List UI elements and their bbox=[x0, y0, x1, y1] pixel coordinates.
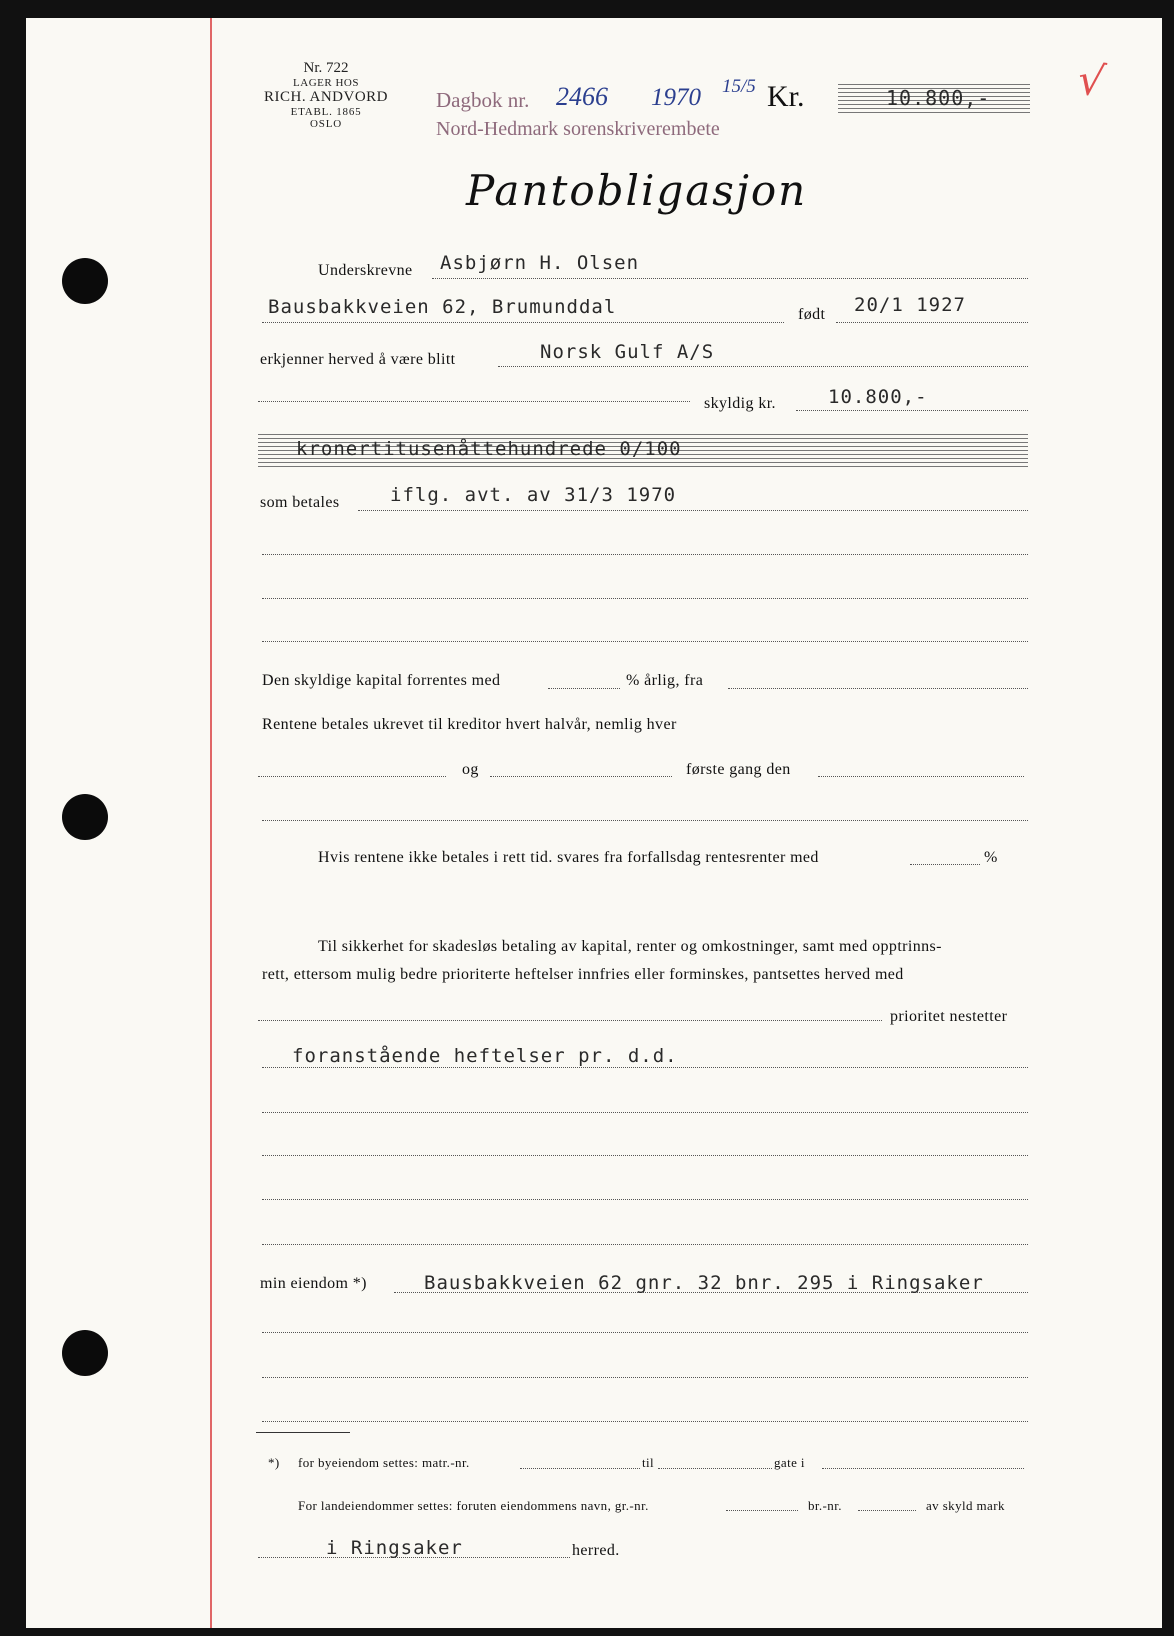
fill-line bbox=[262, 1244, 1028, 1245]
late-interest-percent: % bbox=[984, 849, 998, 866]
late-interest-text: Hvis rentene ikke betales i rett tid. svares fra forfallsdag rentesrenter med bbox=[318, 849, 819, 866]
fill-line bbox=[658, 1468, 772, 1469]
fill-line bbox=[796, 410, 1028, 411]
security-line-1: Til sikkerhet for skadesløs betaling av kapital, renter og omkostninger, samt med opptrinns- bbox=[318, 938, 942, 955]
fill-line bbox=[262, 1377, 1028, 1378]
fill-line bbox=[262, 1112, 1028, 1113]
fill-line bbox=[262, 1067, 1028, 1068]
punch-hole bbox=[62, 1330, 108, 1376]
kr-label: Kr. bbox=[767, 80, 805, 113]
priority-label: prioritet nestetter bbox=[890, 1008, 1008, 1025]
document-title: Pantobligasjon bbox=[466, 166, 808, 215]
dagbok-stamp-label: Dagbok nr. bbox=[436, 88, 530, 112]
fill-line bbox=[262, 322, 784, 323]
undersigned-label: Underskrevne bbox=[318, 262, 413, 279]
fill-line bbox=[262, 1332, 1028, 1333]
printer-established: ETABL. 1865 bbox=[290, 106, 362, 118]
owing-value: 10.800,- bbox=[828, 386, 928, 408]
priority-value: foranstående heftelser pr. d.d. bbox=[292, 1045, 678, 1067]
dagbok-date: 15/5 bbox=[722, 76, 756, 97]
footnote-rural-property: For landeiendommer settes: foruten eiendommens navn, gr.-nr. bbox=[298, 1498, 649, 1513]
punch-hole bbox=[62, 794, 108, 840]
fill-line bbox=[262, 598, 1028, 599]
footnote-city-property: for byeiendom settes: matr.-nr. bbox=[298, 1455, 470, 1470]
check-mark: √ bbox=[1074, 54, 1109, 107]
paid-value: iflg. avt. av 31/3 1970 bbox=[390, 484, 677, 506]
owing-label: skyldig kr. bbox=[704, 395, 776, 412]
footnote-til: til bbox=[642, 1455, 655, 1470]
fill-line bbox=[432, 278, 1028, 279]
fill-line bbox=[258, 776, 446, 777]
fill-line bbox=[728, 688, 1028, 689]
kr-amount: 10.800,- bbox=[886, 86, 991, 110]
born-label: født bbox=[798, 306, 826, 323]
amount-in-words: kronertitusenåttehundrede 0/100 bbox=[296, 438, 682, 460]
fill-line bbox=[262, 1421, 1028, 1422]
property-label: min eiendom *) bbox=[260, 1275, 367, 1292]
property-value: Bausbakkveien 62 gnr. 32 bnr. 295 i Ringsaker bbox=[424, 1272, 984, 1294]
fill-line bbox=[262, 1155, 1028, 1156]
fill-line bbox=[836, 322, 1028, 323]
interest-paid-line: Rentene betales ukrevet til kreditor hvert halvår, nemlig hver bbox=[262, 716, 677, 733]
herred-label: herred. bbox=[572, 1542, 620, 1559]
fill-line bbox=[818, 776, 1024, 777]
fill-line bbox=[726, 1510, 798, 1511]
creditor-value: Norsk Gulf A/S bbox=[540, 341, 715, 363]
fill-line bbox=[822, 1468, 1024, 1469]
printer-lager: LAGER HOS bbox=[293, 77, 359, 89]
printer-nr: Nr. 722 bbox=[303, 60, 349, 76]
printer-block bbox=[262, 60, 390, 130]
and-label: og bbox=[462, 761, 479, 778]
footnote-gate: gate i bbox=[774, 1455, 805, 1470]
interest-percent-label: % årlig, fra bbox=[626, 672, 704, 689]
fill-line bbox=[548, 688, 620, 689]
fill-line bbox=[262, 820, 1028, 821]
printer-name: RICH. ANDVORD bbox=[263, 89, 388, 105]
fill-line bbox=[258, 1020, 882, 1021]
fill-line bbox=[262, 641, 1028, 642]
margin-line bbox=[210, 18, 212, 1628]
fill-line bbox=[358, 510, 1028, 511]
undersigned-value: Asbjørn H. Olsen bbox=[440, 252, 640, 274]
fill-line bbox=[520, 1468, 640, 1469]
footnote-br-nr: br.-nr. bbox=[808, 1498, 842, 1513]
dagbok-year: 1970 bbox=[651, 84, 701, 111]
security-line-2: rett, ettersom mulig bedre prioriterte heftelser innfries eller forminskes, pantsettes herved med bbox=[262, 966, 904, 983]
first-time-label: første gang den bbox=[686, 761, 791, 778]
fill-line bbox=[910, 864, 980, 865]
office-stamp: Nord-Hedmark sorenskriverembete bbox=[436, 118, 720, 140]
acknowledge-label: erkjenner herved å være blitt bbox=[260, 351, 456, 368]
fill-line bbox=[498, 366, 1028, 367]
paid-label: som betales bbox=[260, 494, 340, 511]
herred-value: i Ringsaker bbox=[326, 1537, 463, 1559]
punch-hole bbox=[62, 258, 108, 304]
interest-label: Den skyldige kapital forrentes med bbox=[262, 672, 501, 689]
fill-line bbox=[262, 554, 1028, 555]
footnote-rule bbox=[256, 1432, 350, 1433]
footnote-marker: *) bbox=[268, 1455, 280, 1470]
fill-line bbox=[490, 776, 672, 777]
address-value: Bausbakkveien 62, Brumunddal bbox=[268, 296, 617, 318]
fill-line bbox=[858, 1510, 916, 1511]
born-value: 20/1 1927 bbox=[854, 294, 966, 316]
printer-city: OSLO bbox=[310, 118, 342, 130]
fill-line bbox=[258, 401, 690, 402]
footnote-skyld: av skyld mark bbox=[926, 1498, 1005, 1513]
fill-line bbox=[262, 1199, 1028, 1200]
dagbok-number: 2466 bbox=[556, 82, 608, 111]
